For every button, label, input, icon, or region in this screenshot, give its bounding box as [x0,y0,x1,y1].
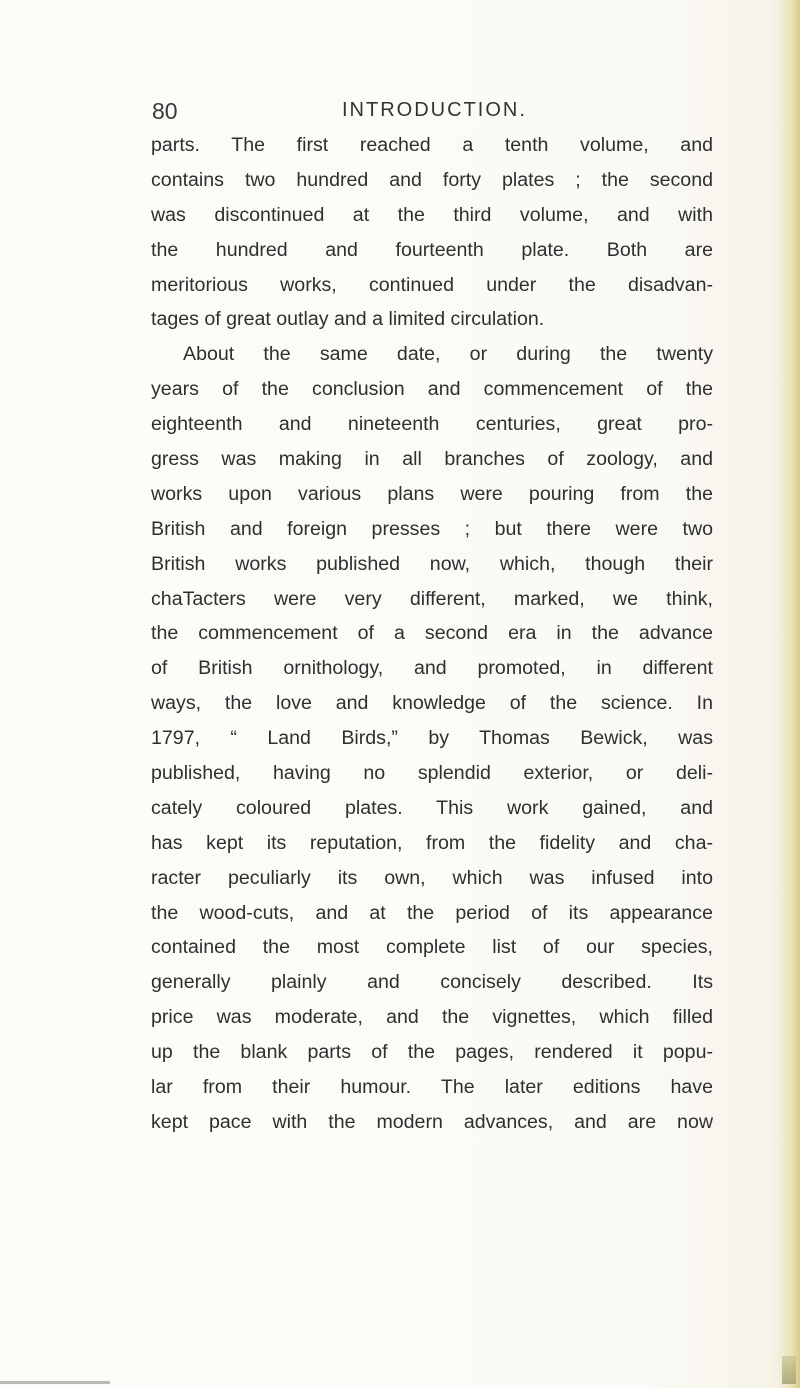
text-line: British works published now, which, though their [151,552,713,575]
text-line: the hundred and fourteenth plate. Both are [151,238,713,261]
text-line: kept pace with the modern advances, and are now [151,1110,713,1133]
text-line: 1797, “ Land Birds,” by Thomas Bewick, was [151,727,713,750]
text-line: of British ornithology, and promoted, in different [151,657,713,680]
text-line: was discontinued at the third volume, and with [151,203,713,226]
text-line: contains two hundred and forty plates ; the second [151,168,713,191]
text-line: years of the conclusion and commencement of the [151,378,713,401]
text-line: has kept its reputation, from the fidelity and cha- [151,831,713,854]
text-line: the wood-cuts, and at the period of its appearance [151,901,713,924]
text-line: tages of great outlay and a limited circulation. [151,308,545,331]
text-line: price was moderate, and the vignettes, which filled [151,1006,713,1029]
page-edge-shadow [778,0,800,1388]
text-line: generally plainly and concisely described. Its [151,971,713,994]
bottom-edge-mark [0,1381,110,1384]
text-line: up the blank parts of the pages, rendered it popu- [151,1041,713,1064]
body-text [151,128,713,1140]
running-head: INTRODUCTION. [342,99,527,121]
text-line: British and foreign presses ; but there were two [151,517,713,540]
text-line: eighteenth and nineteenth centuries, great pro- [151,413,713,436]
text-line: chaTacters were very different, marked, we think, [151,587,713,610]
text-line: parts. The first reached a tenth volume, and [151,134,713,156]
text-line: ways, the love and knowledge of the science. In [151,692,713,715]
text-line: the commencement of a second era in the advance [151,622,713,645]
text-line: cately coloured plates. This work gained, and [151,796,713,819]
text-line: works upon various plans were pouring from the [151,482,713,505]
text-line: published, having no splendid exterior, or deli- [151,762,713,785]
text-line: gress was making in all branches of zoology, and [151,448,713,471]
text-line: lar from their humour. The later editions have [151,1076,713,1099]
text-line: contained the most complete list of our species, [151,936,713,959]
text-line: meritorious works, continued under the disadvan- [151,273,713,296]
page-header [152,98,712,132]
page-number: 80 [152,98,178,124]
text-line: racter peculiarly its own, which was infused into [151,866,713,889]
text-line: About the same date, or during the twenty [183,343,713,366]
corner-stain [782,1356,796,1384]
